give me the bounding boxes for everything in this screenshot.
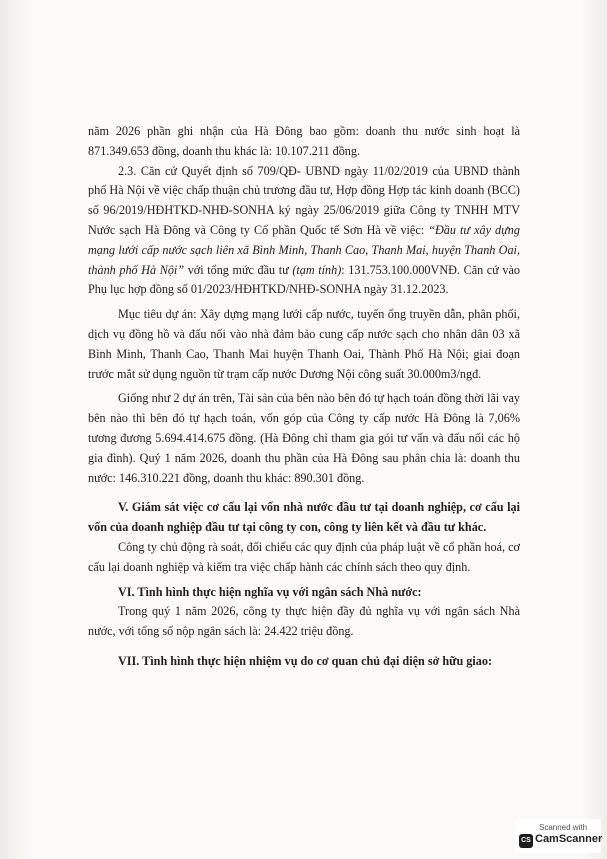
watermark-scanned-with: Scanned with [539,823,588,832]
paragraph-section-2-3 [88,162,520,301]
section-2-3-text-c: : 131.753.100.000VNĐ. Căn cứ vào Phụ lục hợp đồng số 01/2023/HĐHTKD/NHĐ-SONHA ngày 31.12.2023. [88,262,520,297]
heading-section-vi: VI. Tình hình thực hiện nghĩa vụ với ngân sách Nhà nước: [118,584,422,599]
paragraph-section-vi: Trong quý 1 năm 2026, công ty thực hiện đầy đủ nghĩa vụ với ngân sách Nhà nước, với tổng số nộp ngân sách là: 24.422 triệu đồng. [88,604,520,639]
provisional-note: (tạm tính) [292,262,342,277]
section-2-3-text-b: với tổng mức đầu tư [184,262,293,277]
document-body [88,122,520,672]
heading-section-v: V. Giám sát việc cơ cấu lại vốn nhà nước đầu tư tại doanh nghiệp, cơ cấu lại vốn của doanh nghiệp đầu tư tại công ty con, công ty liên kết và đầu tư khác. [88,500,520,535]
paragraph-project-objective: Mục tiêu dự án: Xây dựng mạng lưới cấp nước, tuyến ống truyền dẫn, phân phối, dịch vụ đồng hồ và đấu nối vào nhà đảm bảo cung cấp nước sạch cho nhân dân 03 xã Bình Minh, Thanh Cao, Thanh Mai huyện Thanh Oai, Thành Phố Hà Nội; giai đoạn trước mắt sử dụng nguồn từ trạm cấp nước Dương Nội công suất 30.000m3/ngđ. [88,307,520,381]
project-name: “Đầu tư xây dựng mạng lưới cấp nước sạch liên xã Bình Minh, Thanh Cao, Thanh Mai, huyện Thanh Oai, thành phố Hà Nội” [88,222,520,277]
heading-section-vii: VII. Tình hình thực hiện nhiệm vụ do cơ quan chủ đại diện sở hữu giao: [118,653,493,668]
watermark-brand: CamScanner [535,833,603,845]
paragraph-revenue-summary: năm 2026 phần ghi nhận của Hà Đông bao gồm: doanh thu nước sinh hoạt là 871.349.653 đồng, doanh thu khác là: 10.107.211 đồng. [88,124,520,158]
camscanner-logo-icon: CS [519,834,533,848]
section-2-3-text-a: 2.3. Căn cứ Quyết định số 709/QĐ- UBND ngày 11/02/2019 của UBND thành phố Hà Nội về việc chấp thuận chủ trương đầu tư, Hợp đồng Hợp tác kinh doanh (BCC) số 96/2019/HĐHTKD-NHĐ-SONHA ký ngày 25/06/2019 giữa Công ty TNHH MTV Nước sạch Hà Đông và Công ty Cổ phần Quốc tế Sơn Hà về việc: [88,163,520,237]
camscanner-watermark [515,819,601,853]
paragraph-section-v: Công ty chủ động rà soát, đối chiếu các quy định của pháp luật về cổ phần hoá, cơ cấu lại doanh nghiệp và kiểm tra việc chấp hành các chính sách theo quy định. [88,539,520,574]
paragraph-capital-contribution: Giống như 2 dự án trên, Tài sản của bên nào bên đó tự hạch toán đồng thời lãi vay bên nào thì bên đó tự hạch toán, vốn góp của Công ty cấp nước Hà Đông là 7,06% tương đương 5.694.414.675 đồng. (Hà Đông chỉ tham gia gói tư vấn và đấu nối các hộ gia đình). Quý 1 năm 2026, doanh thu phần của Hà Đông sau phân chia là: doanh thu nước: 146.310.221 đồng, doanh thu khác: 890.301 đồng. [88,391,520,485]
